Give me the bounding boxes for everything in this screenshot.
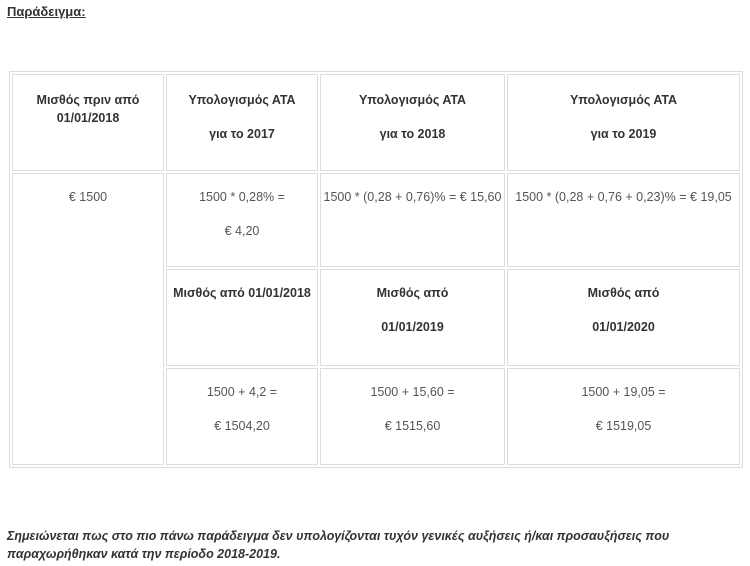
- header-ata-2019-line2: για το 2019: [590, 127, 657, 141]
- salary-2020-result: € 1519,05: [595, 419, 652, 433]
- salary-2020-formula: 1500 + 19,05 =: [581, 385, 666, 399]
- header-ata-2018: [320, 74, 505, 171]
- salary-2019-formula: 1500 + 15,60 =: [370, 385, 455, 399]
- table-row-calculation: [12, 173, 740, 267]
- header-ata-2017-line1: Υπολογισμός ΑΤΑ: [188, 93, 296, 107]
- calc-2018-formula: 1500 * (0,28 + 0,76)% = € 15,60: [323, 190, 502, 204]
- header-ata-2017-line2: για το 2017: [209, 127, 275, 141]
- header-ata-2017: [166, 74, 318, 171]
- salary-2019-header-cell: [320, 269, 505, 366]
- footnote-text: Σημειώνεται πως στο πιο πάνω παράδειγμα δεν υπολογίζονται τυχόν γενικές αυξήσεις ή/και προσαυξήσεις που παραχωρήθηκαν κατά την περίοδο 2018-2019.: [7, 529, 670, 561]
- calc-2017-formula: 1500 * 0,28% =: [199, 190, 285, 204]
- salary-2018-header-cell: [166, 269, 318, 366]
- salary-2019-header-line2: 01/01/2019: [381, 320, 444, 334]
- salary-2020-header-line2: 01/01/2020: [592, 320, 655, 334]
- salary-2020-value-cell: [507, 368, 740, 465]
- header-ata-2018-line1: Υπολογισμός ΑΤΑ: [358, 93, 467, 107]
- base-salary-cell: [12, 173, 164, 465]
- salary-2018-formula: 1500 + 4,2 =: [206, 385, 278, 399]
- calc-2019-cell: [507, 173, 740, 267]
- header-ata-2018-line2: για το 2018: [379, 127, 446, 141]
- table-header-row: [12, 74, 740, 171]
- salary-2018-header: Μισθός από 01/01/2018: [173, 286, 311, 300]
- header-ata-2019-line1: Υπολογισμός ΑΤΑ: [569, 93, 678, 107]
- salary-2018-result: € 1504,20: [214, 419, 270, 433]
- calc-2017-result: € 4,20: [224, 224, 260, 238]
- base-salary-value: € 1500: [68, 190, 108, 204]
- salary-2018-value-cell: [166, 368, 318, 465]
- example-heading: Παράδειγμα:: [7, 4, 86, 19]
- calc-2019-formula: 1500 * (0,28 + 0,76 + 0,23)% = € 19,05: [515, 190, 732, 204]
- salary-2019-header-line1: Μισθός από: [376, 286, 449, 300]
- calc-2018-cell: [320, 173, 505, 267]
- salary-2019-result: € 1515,60: [384, 419, 441, 433]
- salary-2019-value-cell: [320, 368, 505, 465]
- header-salary-before: [12, 74, 164, 171]
- salary-2020-header-cell: [507, 269, 740, 366]
- header-ata-2019: [507, 74, 740, 171]
- salary-2020-header-line1: Μισθός από: [587, 286, 660, 300]
- ata-calculation-table: [9, 71, 743, 468]
- header-salary-before-label: Μισθός πριν από 01/01/2018: [36, 93, 140, 125]
- calc-2017-cell: [166, 173, 318, 267]
